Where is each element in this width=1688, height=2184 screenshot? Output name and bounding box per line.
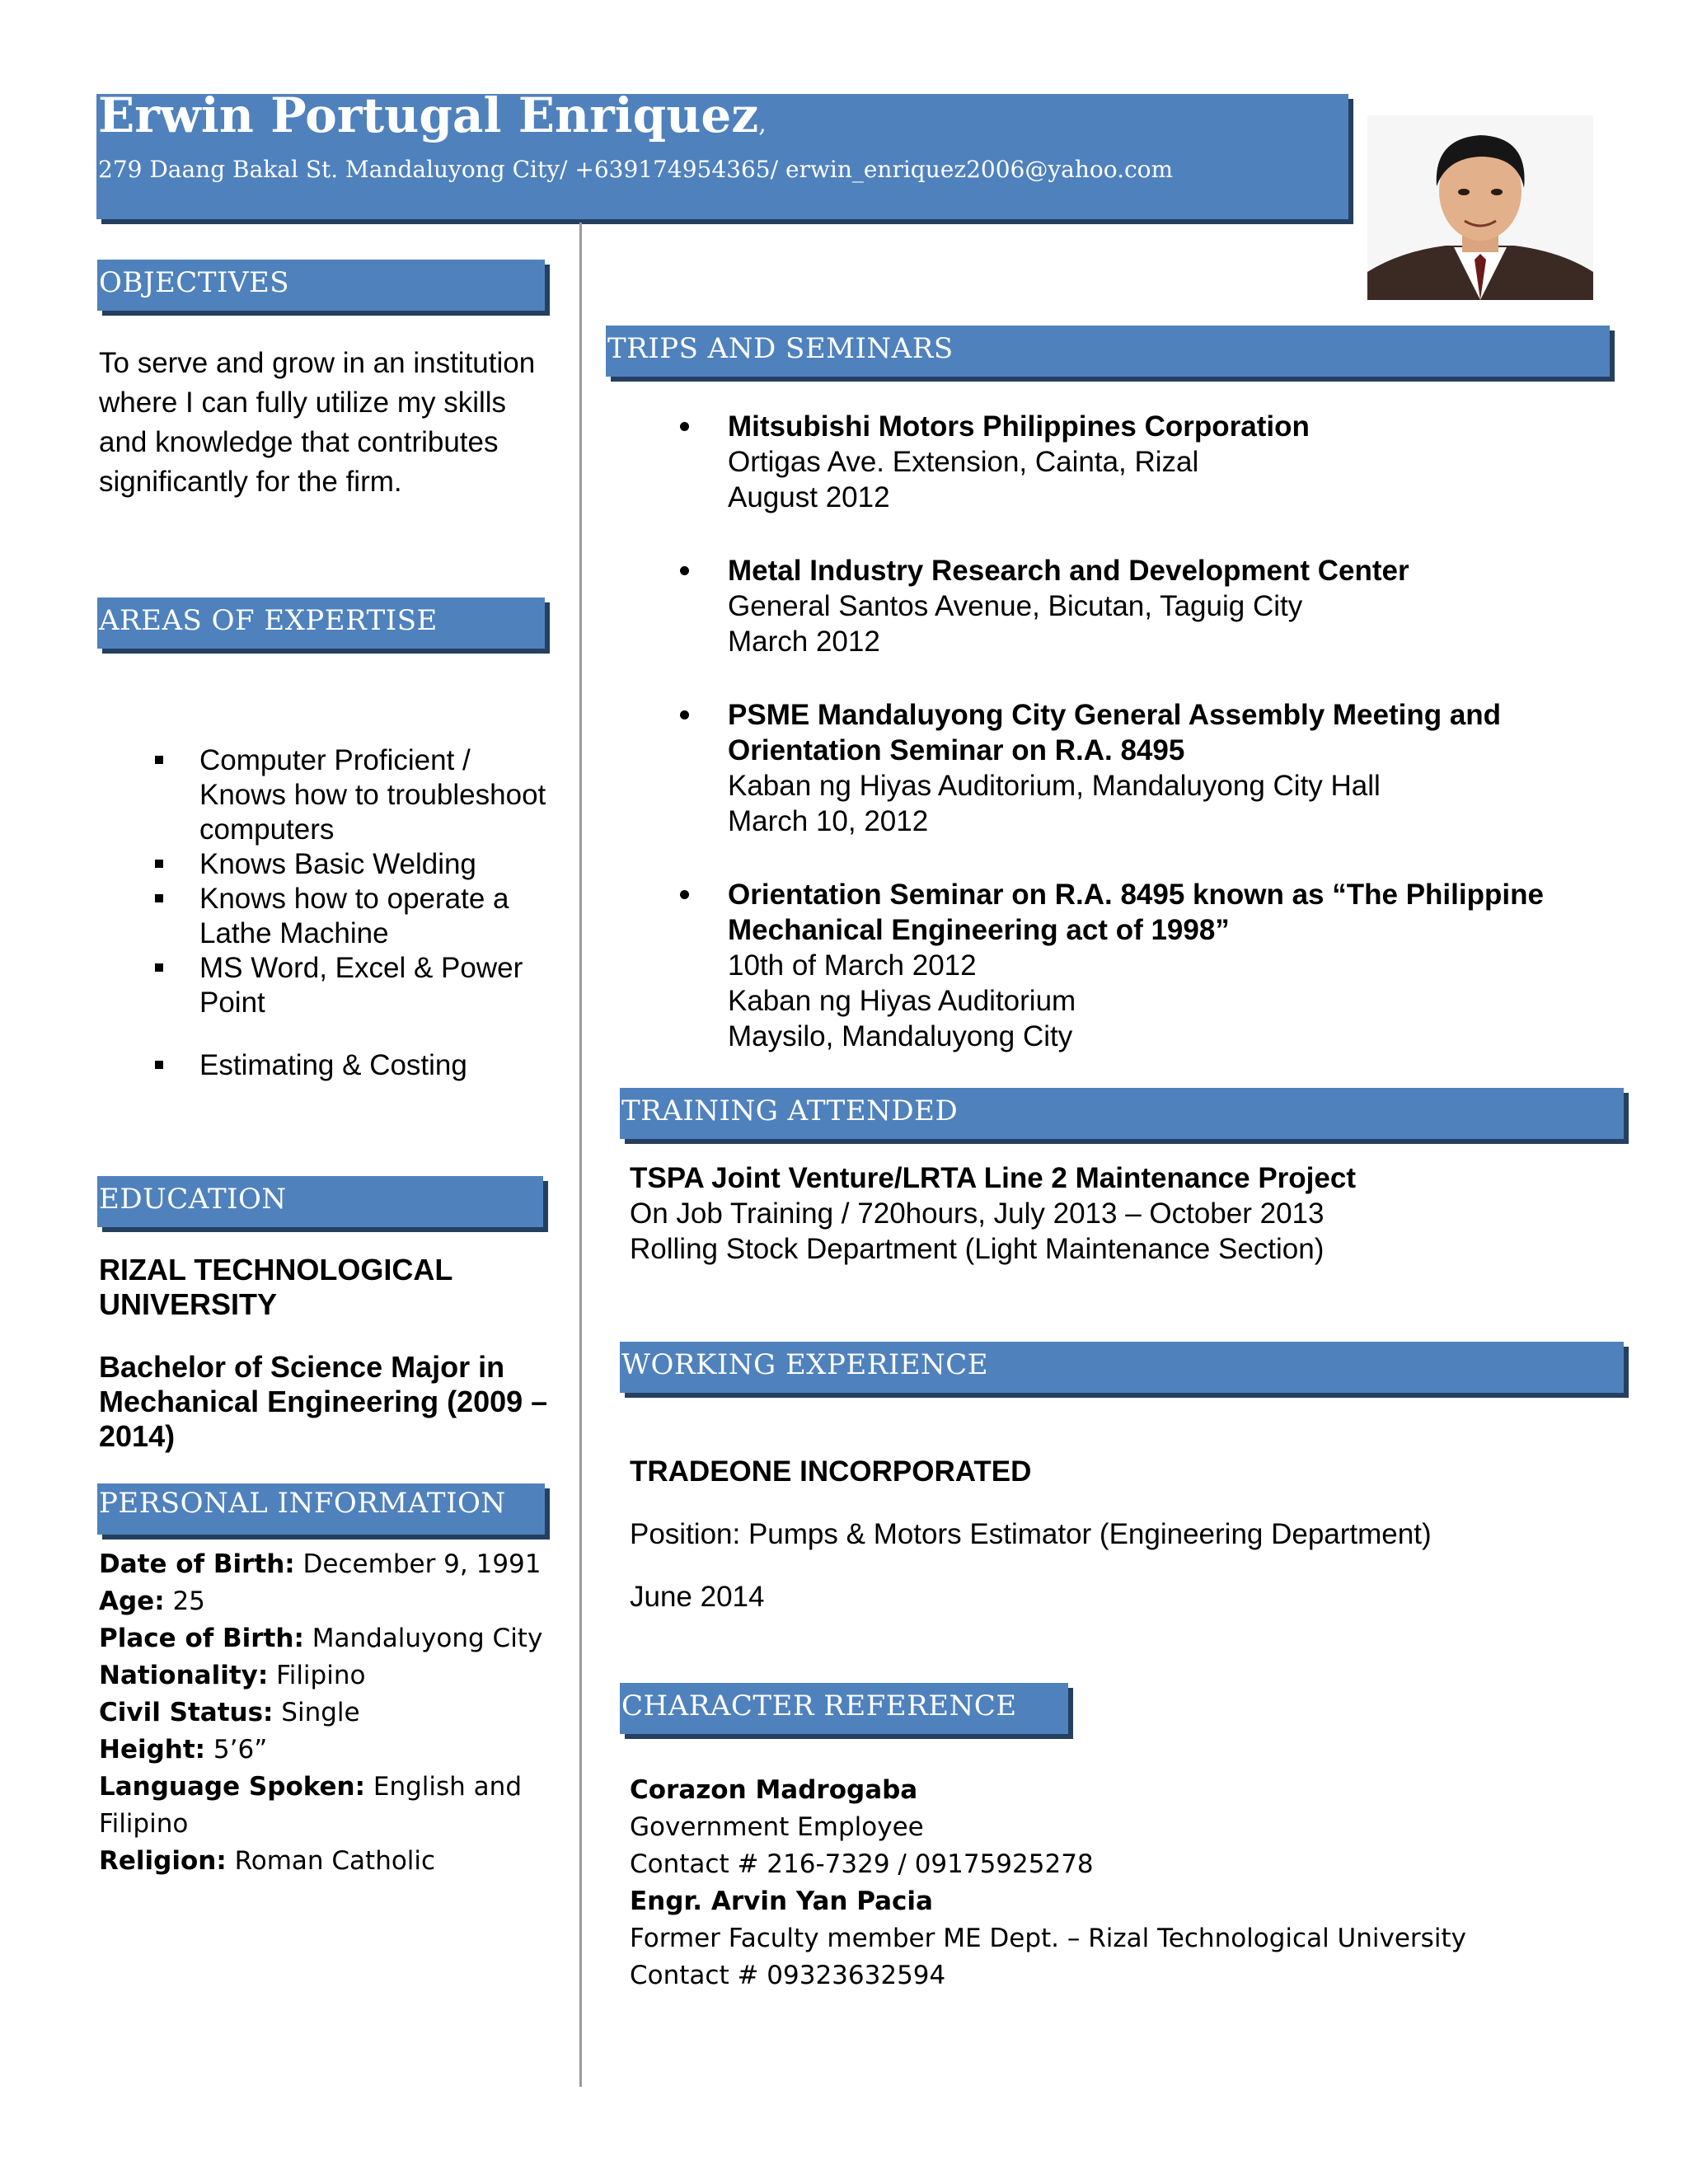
info-row [99, 1546, 560, 1583]
work-position: Position: Pumps & Motors Estimator (Engineering Department) [630, 1518, 1432, 1550]
info-label: Place of Birth: [99, 1624, 304, 1653]
training-heading: TSPA Joint Venture/LRTA Line 2 Maintenance Project [630, 1162, 1356, 1194]
info-label: Age: [99, 1586, 165, 1616]
training-bar [620, 1088, 1624, 1139]
info-value: Filipino [268, 1661, 366, 1690]
header-bar [96, 87, 1348, 219]
trips-bar [606, 326, 1610, 377]
info-label: Date of Birth: [99, 1549, 295, 1579]
objectives-title: OBJECTIVES [99, 266, 290, 299]
info-row [99, 1732, 560, 1769]
trip-item [728, 877, 1634, 1054]
training-line: Rolling Stock Department (Light Maintenance Section) [630, 1233, 1325, 1265]
info-row [99, 1583, 560, 1620]
work-date: June 2014 [630, 1581, 765, 1613]
reference-name: Engr. Arvin Yan Pacia [630, 1886, 933, 1916]
list-item: Computer Proficient / Knows how to troubleshoot computers [99, 743, 560, 847]
list-item: Knows how to operate a Lathe Machine [99, 882, 560, 951]
trip-line: August 2012 [728, 481, 890, 513]
expertise-list [99, 743, 560, 1083]
training-details [630, 1160, 1619, 1267]
work-bar [620, 1342, 1624, 1393]
bullet-icon [680, 422, 689, 431]
objectives-text: To serve and grow in an institution where I can fully utilize my skills and knowledge that contributes significantly for the firm. [99, 347, 536, 498]
trip-title: Metal Industry Research and Development Center [728, 555, 1409, 587]
education-bar [97, 1176, 543, 1227]
personal-info-bar [97, 1483, 545, 1535]
objectives-bar [97, 260, 545, 311]
reference-contact: Contact # 216-7329 / 09175925278 [630, 1849, 1094, 1879]
info-label: Nationality: [99, 1661, 269, 1690]
reference-name: Corazon Madrogaba [630, 1775, 918, 1805]
reference-bar [620, 1683, 1068, 1734]
bullet-icon [680, 566, 689, 575]
info-row [99, 1657, 560, 1694]
info-value: Mandaluyong City [303, 1624, 543, 1653]
trip-line: General Santos Avenue, Bicutan, Taguig City [728, 590, 1303, 622]
trip-item [728, 409, 1634, 515]
education-title: EDUCATION [99, 1183, 287, 1216]
bullet-icon [680, 890, 689, 899]
reference-role: Government Employee [630, 1812, 924, 1842]
info-row [99, 1843, 560, 1880]
profile-photo [1367, 115, 1593, 300]
bullet-icon [680, 710, 689, 719]
info-value: December 9, 1991 [294, 1549, 542, 1579]
trip-line: Maysilo, Mandaluyong City [728, 1020, 1073, 1052]
info-label: Religion: [99, 1846, 227, 1876]
school-name: RIZAL TECHNOLOGICAL UNIVERSITY [99, 1253, 452, 1321]
info-value: Single [273, 1698, 360, 1727]
info-row [99, 1620, 560, 1657]
expertise-bar [97, 598, 545, 649]
info-row [99, 1769, 560, 1843]
info-value: English and Filipino [99, 1772, 522, 1839]
company-name: TRADEONE INCORPORATED [630, 1455, 1032, 1488]
trip-title: Mitsubishi Motors Philippines Corporation [728, 410, 1310, 443]
trip-line: March 2012 [728, 626, 880, 658]
reference-title: CHARACTER REFERENCE [621, 1690, 1017, 1722]
reference-role: Former Faculty member ME Dept. – Rizal Technological University [630, 1924, 1466, 1953]
trips-title: TRIPS AND SEMINARS [607, 332, 954, 365]
training-title: TRAINING ATTENDED [621, 1094, 959, 1127]
expertise-title: AREAS OF EXPERTISE [99, 604, 438, 637]
info-value: Roman Catholic [226, 1846, 436, 1876]
reference-contact: Contact # 09323632594 [630, 1961, 946, 1990]
info-label: Civil Status: [99, 1698, 274, 1727]
trip-line: 10th of March 2012 [728, 949, 977, 982]
trip-line: Kaban ng Hiyas Auditorium, Mandaluyong City Hall [728, 770, 1381, 802]
info-value: 25 [164, 1586, 205, 1616]
column-divider [579, 223, 582, 2087]
info-value: 5’6” [205, 1735, 268, 1765]
info-row [99, 1694, 560, 1732]
personal-info-list [99, 1546, 560, 1880]
trip-line: March 10, 2012 [728, 805, 929, 837]
list-item: Estimating & Costing [99, 1048, 560, 1083]
info-label: Language Spoken: [99, 1772, 366, 1802]
training-line: On Job Training / 720hours, July 2013 – October 2013 [630, 1197, 1325, 1230]
list-item: MS Word, Excel & Power Point [99, 951, 560, 1020]
personal-info-title: PERSONAL INFORMATION [99, 1487, 506, 1520]
contact-info: 279 Daang Bakal St. Mandaluyong City/ +639174954365/ erwin_enriquez2006@yahoo.com [98, 156, 1174, 183]
list-item: Knows Basic Welding [99, 847, 560, 882]
degree: Bachelor of Science Major in Mechanical Engineering (2009 – 2014) [99, 1350, 548, 1453]
trip-item [728, 553, 1634, 659]
full-name: Erwin Portugal Enriquez, [98, 87, 767, 143]
trip-item [728, 697, 1634, 839]
trip-line: Ortigas Ave. Extension, Cainta, Rizal [728, 446, 1199, 478]
trip-title: Orientation Seminar on R.A. 8495 known as “The Philippine Mechanical Engineering act of 1998” [728, 879, 1544, 946]
work-title: WORKING EXPERIENCE [621, 1348, 989, 1381]
trip-title: PSME Mandaluyong City General Assembly Meeting and Orientation Seminar on R.A. 8495 [728, 699, 1502, 766]
trip-line: Kaban ng Hiyas Auditorium [728, 985, 1076, 1017]
info-label: Height: [99, 1735, 206, 1765]
reference-list [630, 1772, 1660, 1994]
